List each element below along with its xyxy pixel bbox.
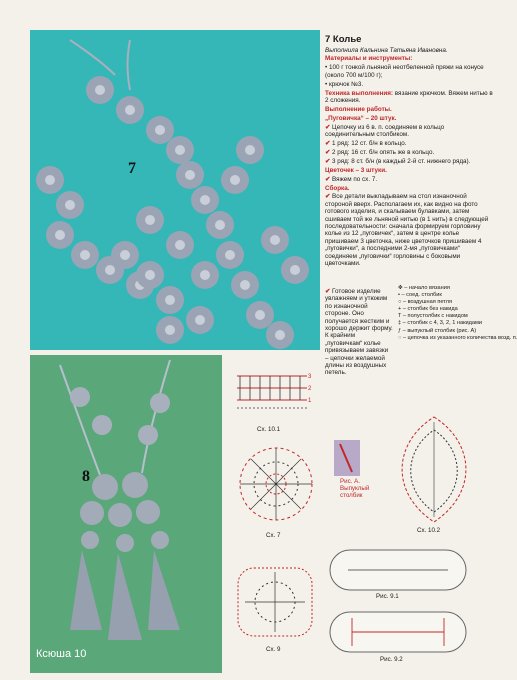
legend-item: • – соед. столбик: [398, 292, 442, 299]
legend-item: ‡ – столбик с 4, 3, 2, 1 накидами: [398, 320, 483, 327]
yarn-button: [186, 306, 214, 334]
button-heading: „Пуговичка“ – 20 штук.: [325, 114, 397, 122]
check-icon: ✔: [325, 139, 331, 147]
yarn-button: [166, 136, 194, 164]
row-number: 3: [308, 374, 312, 380]
caption-fig-9-1: Рис. 9.1: [376, 593, 399, 600]
yarn-button: [116, 96, 144, 124]
diagram-9: [228, 560, 322, 644]
check-icon: ✔: [325, 157, 331, 165]
yarn-button: [231, 271, 259, 299]
symbol-legend: [398, 285, 517, 342]
photo-necklace-7: [30, 30, 320, 350]
photo-number-8: 8: [82, 468, 90, 485]
legend-item: T – полустолбик с накидом: [398, 313, 468, 320]
assembly-text: Все детали выкладываем на стол изнаночной стороной вверх. Располагаем их, как видно на фото готового изделия, и скалываем булавками, затем сшиваем той же льняной нитью (в 1 нить) в следующей последовательности: сначала формируем горловину колье из 12 „пуговичек“, затем в центре колье пришиваем 3 цветочка, ниже цветочков пришиваем 4 „пуговички“, а последними 2-мя „пуговичками“ соединяем „пуговички“ горловины с боковыми цветочками.: [325, 193, 489, 268]
yarn-button: [46, 221, 74, 249]
figure-a-illustration: [332, 438, 362, 478]
yarn-button: [281, 256, 309, 284]
caption-figure-a: Рис. А. Выпуклый столбик: [340, 478, 370, 499]
yarn-button: [71, 241, 99, 269]
step-text: 1 ряд: 12 ст. б/н в кольцо.: [332, 139, 407, 147]
yarn-button: [156, 316, 184, 344]
yarn-button: [191, 261, 219, 289]
legend-item: ◌ – цепочка из указанного количества возд. п.: [398, 334, 517, 341]
yarn-button: [86, 76, 114, 104]
row-number: 1: [308, 398, 312, 404]
yarn-button: [166, 231, 194, 259]
finish-text-block: [325, 288, 393, 377]
photo-necklace-8: [30, 355, 222, 673]
raised-stitch-icon: ƒ: [398, 327, 403, 334]
page-label: Ксюша 10: [36, 648, 87, 660]
diagram-10-2-leaf: [384, 412, 484, 527]
yarn-button: [246, 301, 274, 329]
yarn-button: [206, 211, 234, 239]
row-number: 2: [308, 386, 312, 392]
legend-item: + – столбик без накида: [398, 306, 458, 313]
instructions-column: [325, 34, 493, 269]
check-icon: ✔: [325, 123, 331, 131]
yarn-button: [111, 241, 139, 269]
yarn-button: [146, 116, 174, 144]
necklace-7-beads: [30, 30, 320, 350]
yarn-button: [36, 166, 64, 194]
figure-9-1-rounded-strip: [328, 548, 468, 592]
yarn-button: [56, 191, 84, 219]
legend-item: ✥ – начало вязания: [398, 285, 450, 291]
check-icon: ✔: [325, 193, 331, 201]
technique-text: вязание крючком. Вяжем нитью в 2 сложения.: [325, 89, 493, 104]
yarn-button: [216, 241, 244, 269]
step-text: 3 ряд: 8 ст. б/н (в каждый 2-й ст. нижнего ряда).: [332, 157, 471, 165]
figure-9-2-rounded-strip: [328, 610, 468, 654]
half-double-icon: T: [398, 313, 403, 320]
chain-stitch-icon: ○: [398, 299, 403, 306]
photo-number-7: 7: [128, 160, 136, 177]
article-title: 7 Колье: [325, 34, 362, 45]
caption-sx-10-2: Сх. 10.2: [417, 527, 441, 534]
legend-item: ○ – воздушная петля: [398, 299, 453, 306]
technique-heading: Техника выполнения:: [325, 89, 394, 97]
single-crochet-icon: +: [398, 306, 403, 313]
flower-heading: Цветочек – 3 штуки.: [325, 166, 387, 174]
tall-stitch-icon: ‡: [398, 320, 403, 327]
slip-stitch-icon: •: [398, 292, 402, 299]
step-text: Цепочку из 6 в. п. соединяем в кольцо соединительным столбиком.: [325, 123, 445, 139]
finish-text: Готовое изделие увлажняем и утюжим по изнаночной стороне. Оно получается жестким и хорошо держит форму. К крайним „пуговичкам“ колье привязываем завязки – цепочки желаемой длины из воздушных петель.: [325, 288, 393, 377]
diagram-10-1: [232, 368, 312, 423]
check-icon: ✔: [325, 148, 331, 156]
necklace-8-illustration: [30, 355, 222, 673]
flower-text: Вяжем по сх. 7.: [332, 175, 378, 183]
yarn-button: [176, 161, 204, 189]
check-icon: ✔: [325, 175, 331, 183]
caption-sx-10-1: Сх. 10.1: [257, 426, 281, 433]
caption-fig-9-2: Рис. 9.2: [380, 656, 403, 663]
yarn-button: [236, 136, 264, 164]
yarn-button: [156, 286, 184, 314]
materials-item: • 100 г тонкой льняной неотбеленной пряжи на конусе (около 700 м/100 г);: [325, 64, 484, 79]
yarn-button: [266, 321, 294, 349]
yarn-button: [136, 206, 164, 234]
materials-item: • крючок №3.: [325, 80, 364, 88]
diagram-7-flower: [232, 440, 320, 528]
yarn-button: [136, 261, 164, 289]
materials-heading: Материалы и инструменты:: [325, 55, 413, 63]
start-symbol-icon: ✥: [398, 285, 405, 291]
yarn-button: [221, 166, 249, 194]
caption-sx-7: Сх. 7: [266, 532, 281, 539]
check-icon: ✔: [325, 288, 331, 295]
author-line: Выполнила Кальнина Татьяна Ивановна.: [325, 46, 448, 54]
chain-loop-icon: ◌: [398, 334, 403, 341]
legend-item: ƒ – выпуклый столбик (рис. А): [398, 327, 477, 334]
caption-sx-9: Сх. 9: [266, 646, 281, 653]
step-text: 2 ряд: 16 ст. б/н опять же в кольцо.: [332, 148, 435, 156]
yarn-button: [261, 226, 289, 254]
assembly-heading: Сборка.: [325, 184, 350, 192]
work-heading: Выполнение работы.: [325, 105, 392, 113]
yarn-button: [191, 186, 219, 214]
